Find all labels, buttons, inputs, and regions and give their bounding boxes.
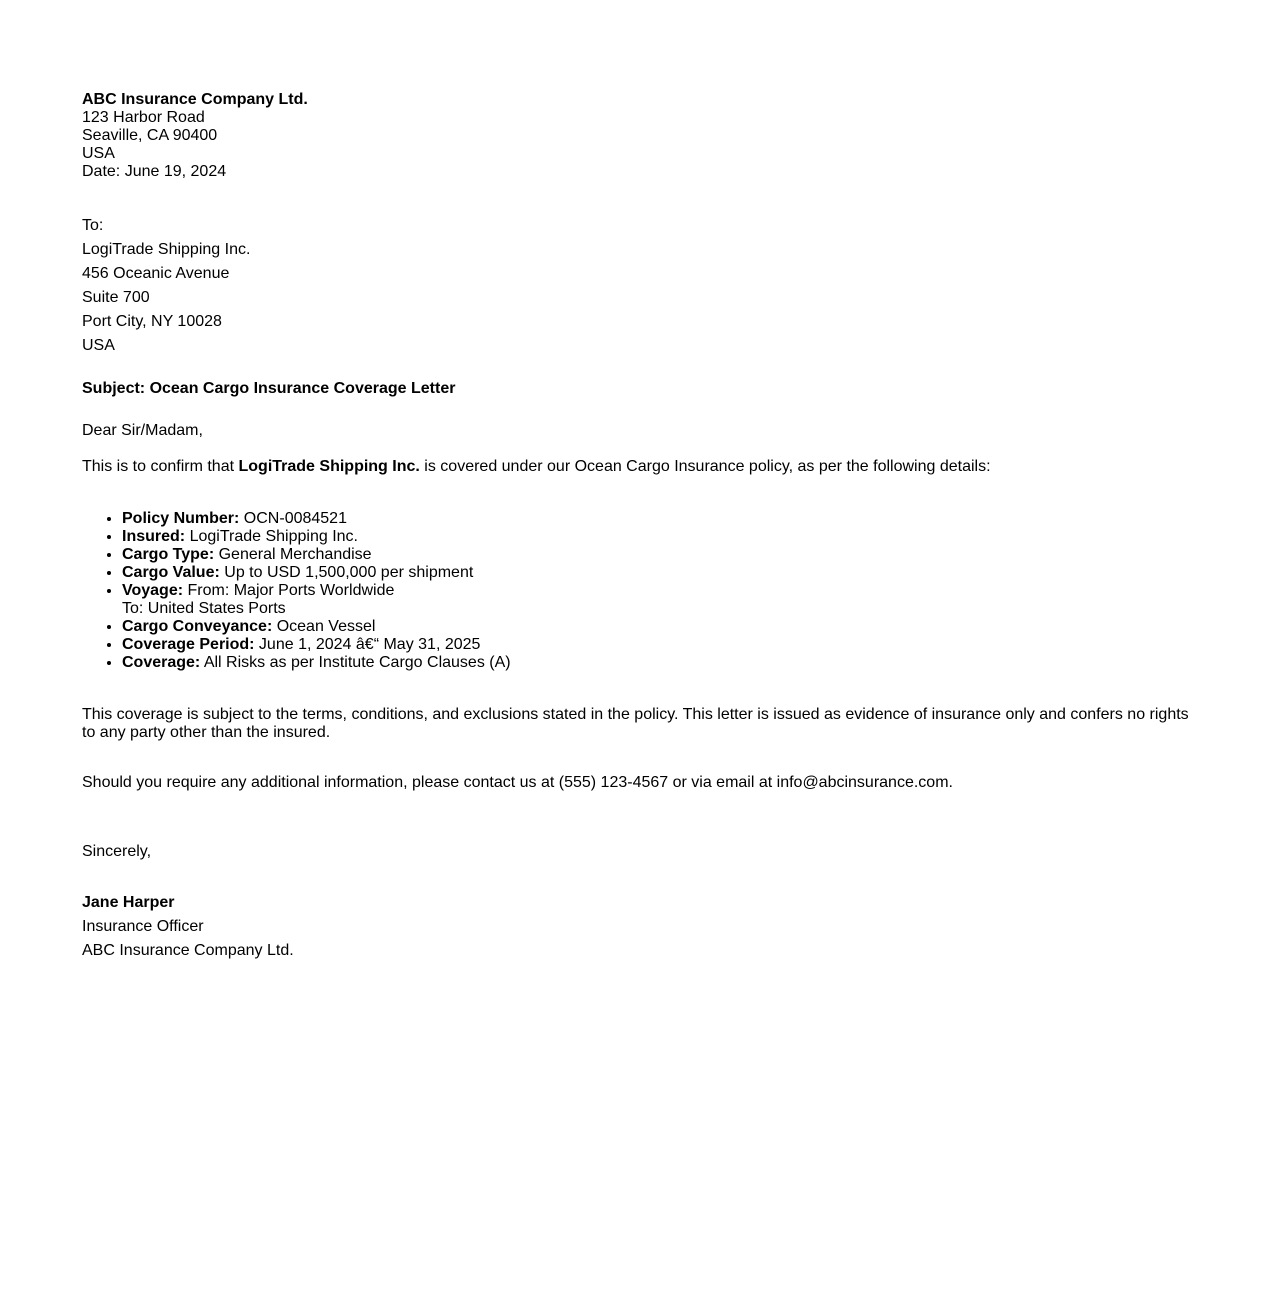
detail-insured xyxy=(122,528,1202,546)
detail-value: OCN-0084521 xyxy=(239,510,347,527)
intro-after: is covered under our Ocean Cargo Insurance policy, as per the following details: xyxy=(419,458,991,475)
detail-cargo-conveyance xyxy=(122,618,1202,636)
detail-label: Policy Number: xyxy=(122,510,240,527)
recipient-suite: Suite 700 xyxy=(82,289,150,306)
to-label: To: xyxy=(82,217,104,234)
letter xyxy=(82,91,1202,963)
recipient-street: 456 Oceanic Avenue xyxy=(82,265,230,282)
subject-line: Subject: Ocean Cargo Insurance Coverage Letter xyxy=(82,380,456,397)
sender-country: USA xyxy=(82,145,115,162)
detail-value: Up to USD 1,500,000 per shipment xyxy=(219,564,474,581)
detail-value: LogiTrade Shipping Inc. xyxy=(185,528,358,545)
intro-paragraph xyxy=(82,458,1202,476)
signatory-company: ABC Insurance Company Ltd. xyxy=(82,942,294,959)
sender-block xyxy=(82,91,1202,181)
detail-policy-number xyxy=(122,510,1202,528)
letter-date: Date: June 19, 2024 xyxy=(82,163,227,180)
detail-value: From: Major Ports Worldwide xyxy=(183,582,395,599)
detail-cargo-type xyxy=(122,546,1202,564)
detail-label: Cargo Conveyance: xyxy=(122,618,273,635)
detail-voyage xyxy=(122,582,1202,618)
closing: Sincerely, xyxy=(82,843,152,860)
detail-label: Cargo Type: xyxy=(122,546,215,563)
signature-block xyxy=(82,891,1202,963)
sender-company: ABC Insurance Company Ltd. xyxy=(82,91,308,108)
terms-paragraph: This coverage is subject to the terms, conditions, and exclusions stated in the policy. This letter is issued as evidence of insurance only and confers no rights to any party other than the insured. xyxy=(82,706,1189,741)
detail-label: Coverage Period: xyxy=(122,636,255,653)
detail-cargo-value xyxy=(122,564,1202,582)
detail-value: All Risks as per Institute Cargo Clauses (A) xyxy=(200,654,511,671)
greeting: Dear Sir/Madam, xyxy=(82,422,203,439)
detail-label: Voyage: xyxy=(122,582,184,599)
coverage-details-list xyxy=(82,510,1202,672)
intro-insured: LogiTrade Shipping Inc. xyxy=(238,458,420,475)
detail-coverage-period xyxy=(122,636,1202,654)
intro-before: This is to confirm that xyxy=(82,458,239,475)
detail-label: Coverage: xyxy=(122,654,201,671)
detail-label: Insured: xyxy=(122,528,186,545)
sender-city: Seaville, CA 90400 xyxy=(82,127,218,144)
detail-value: General Merchandise xyxy=(214,546,372,563)
detail-value: June 1, 2024 â€“ May 31, 2025 xyxy=(254,636,481,653)
recipient-block xyxy=(82,214,1202,358)
contact-paragraph: Should you require any additional information, please contact us at (555) 123-4567 or via email at info@abcinsurance.com. xyxy=(82,774,953,791)
detail-value: Ocean Vessel xyxy=(272,618,376,635)
signatory-name: Jane Harper xyxy=(82,894,175,911)
recipient-country: USA xyxy=(82,337,115,354)
detail-label: Cargo Value: xyxy=(122,564,220,581)
detail-coverage xyxy=(122,654,1202,672)
recipient-company: LogiTrade Shipping Inc. xyxy=(82,241,251,258)
recipient-city: Port City, NY 10028 xyxy=(82,313,222,330)
detail-value-to: To: United States Ports xyxy=(122,600,286,617)
sender-street: 123 Harbor Road xyxy=(82,109,205,126)
signatory-title: Insurance Officer xyxy=(82,918,204,935)
